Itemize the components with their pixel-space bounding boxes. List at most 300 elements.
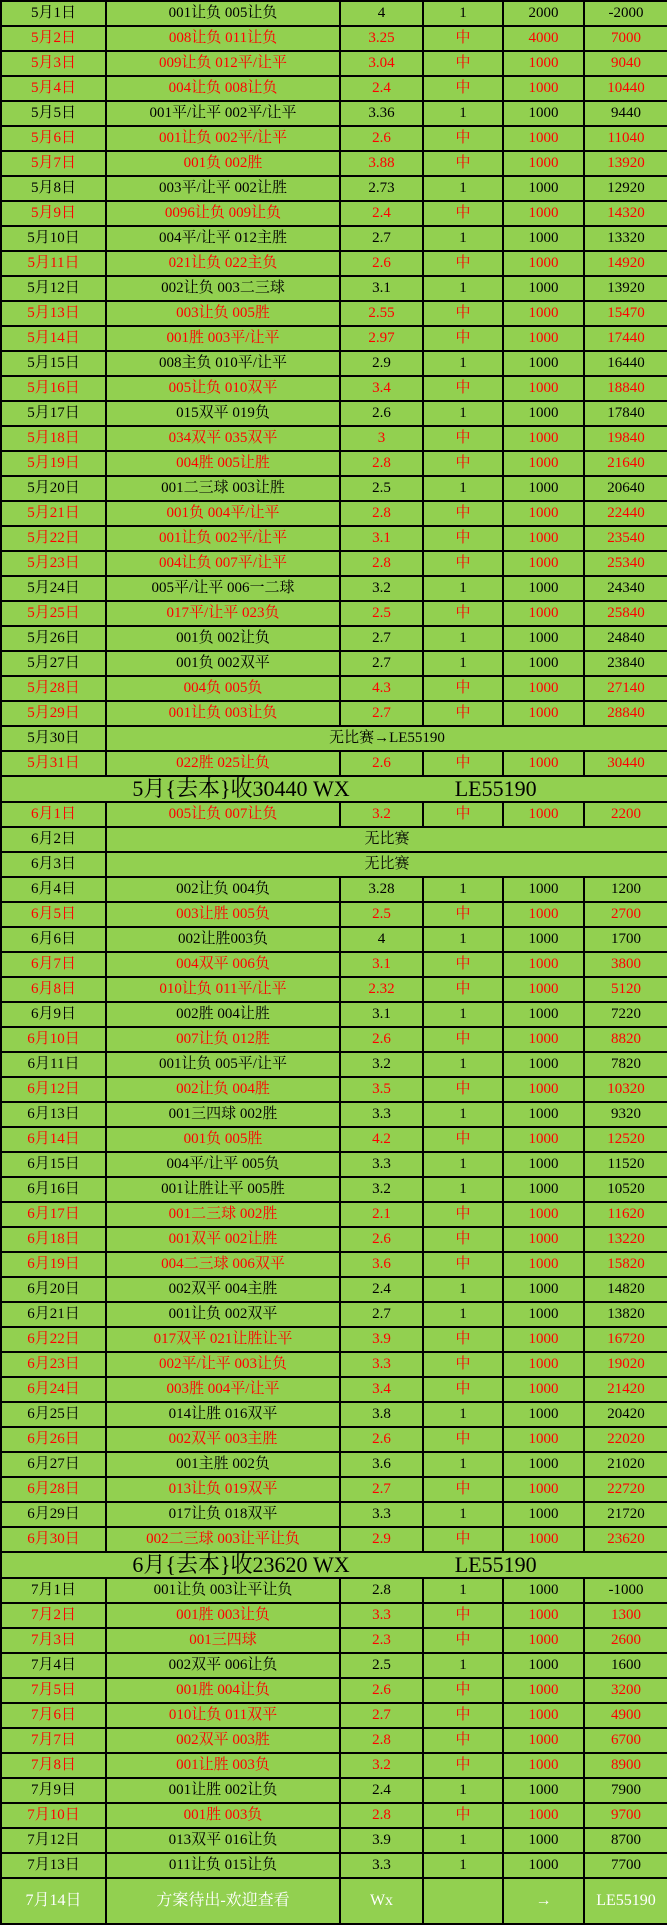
stake-cell: 1000	[503, 1302, 584, 1327]
table-row	[1, 1177, 667, 1202]
table-row	[1, 301, 667, 326]
table-row	[1, 1252, 667, 1277]
stake-cell: 1000	[503, 1102, 584, 1127]
odds-cell: 3.1	[340, 276, 423, 301]
date-cell: 5月23日	[1, 551, 106, 576]
table-row	[1, 326, 667, 351]
stake-cell: 1000	[503, 176, 584, 201]
profit-cell: 24840	[584, 626, 667, 651]
picks-cell: 003让胜 005负	[106, 902, 340, 927]
profit-cell: 16720	[584, 1327, 667, 1352]
odds-cell: 2.7	[340, 651, 423, 676]
table-row	[1, 651, 667, 676]
picks-cell: 001主胜 002负	[106, 1452, 340, 1477]
stake-cell: 1000	[503, 952, 584, 977]
date-cell: 5月31日	[1, 751, 106, 776]
result-cell: 中	[423, 676, 503, 701]
profit-cell: 9700	[584, 1803, 667, 1828]
odds-cell: 4	[340, 927, 423, 952]
picks-cell: 015双平 019负	[106, 401, 340, 426]
picks-cell: 004让负 008让负	[106, 76, 340, 101]
result-cell: 中	[423, 1753, 503, 1778]
odds-cell: 3.1	[340, 526, 423, 551]
profit-cell: 11040	[584, 126, 667, 151]
result-cell: 1	[423, 626, 503, 651]
picks-cell: 002让负 004胜	[106, 1077, 340, 1102]
stake-cell: 1000	[503, 1628, 584, 1653]
result-cell: 1	[423, 401, 503, 426]
picks-cell: 001让负 005让负	[106, 1, 340, 26]
table-row	[1, 977, 667, 1002]
result-cell: 1	[423, 1277, 503, 1302]
date-cell: 5月14日	[1, 326, 106, 351]
odds-cell: 4	[340, 1, 423, 26]
picks-cell: 001让负 003让负	[106, 701, 340, 726]
odds-cell: 3.2	[340, 576, 423, 601]
stake-cell: 1000	[503, 1653, 584, 1678]
date-cell: 6月9日	[1, 1002, 106, 1027]
picks-cell: 010让负 011双平	[106, 1703, 340, 1728]
stake-cell: 1000	[503, 1002, 584, 1027]
odds-cell: 3.3	[340, 1102, 423, 1127]
stake-cell: 1000	[503, 751, 584, 776]
result-cell: 中	[423, 1678, 503, 1703]
picks-cell: 004平/让平 005负	[106, 1152, 340, 1177]
odds-cell: 3.5	[340, 1077, 423, 1102]
odds-cell: 2.4	[340, 1277, 423, 1302]
profit-cell: 8820	[584, 1027, 667, 1052]
odds-cell: 2.32	[340, 977, 423, 1002]
result-cell: 1	[423, 1502, 503, 1527]
date-cell: 6月22日	[1, 1327, 106, 1352]
profit-cell: 13920	[584, 276, 667, 301]
profit-cell: 13920	[584, 151, 667, 176]
profit-cell: 13320	[584, 226, 667, 251]
date-cell: 7月14日	[1, 1878, 106, 1924]
stake-cell: 1000	[503, 701, 584, 726]
profit-cell: 21420	[584, 1377, 667, 1402]
table-row	[1, 1327, 667, 1352]
stake-cell: 1000	[503, 351, 584, 376]
stake-cell: 1000	[503, 1077, 584, 1102]
picks-cell: 004二三球 006双平	[106, 1252, 340, 1277]
odds-cell: 3.1	[340, 1002, 423, 1027]
date-cell: 6月5日	[1, 902, 106, 927]
profit-cell: 17440	[584, 326, 667, 351]
table-row	[1, 1227, 667, 1252]
odds-cell: 4.3	[340, 676, 423, 701]
picks-cell: 001负 002让负	[106, 626, 340, 651]
date-cell: 6月8日	[1, 977, 106, 1002]
picks-cell: 002双平 006让负	[106, 1653, 340, 1678]
table-row	[1, 426, 667, 451]
betting-table-body	[1, 1, 667, 1924]
odds-cell: 4.2	[340, 1127, 423, 1152]
profit-cell: -2000	[584, 1, 667, 26]
result-cell: 中	[423, 1377, 503, 1402]
table-row	[1, 1002, 667, 1027]
odds-cell: 3.2	[340, 1177, 423, 1202]
odds-cell: 2.6	[340, 1227, 423, 1252]
result-cell: 中	[423, 1352, 503, 1377]
picks-cell: 001平/让平 002平/让平	[106, 101, 340, 126]
odds-cell: 2.7	[340, 226, 423, 251]
stake-cell: 1000	[503, 1427, 584, 1452]
odds-cell: 2.5	[340, 476, 423, 501]
picks-cell: 010让负 011平/让平	[106, 977, 340, 1002]
profit-cell: 2600	[584, 1628, 667, 1653]
date-cell: 5月21日	[1, 501, 106, 526]
odds-cell: 2.9	[340, 1527, 423, 1552]
stake-cell: 1000	[503, 927, 584, 952]
profit-cell: 14820	[584, 1277, 667, 1302]
table-row	[1, 1102, 667, 1127]
result-cell: 中	[423, 526, 503, 551]
table-row	[1, 376, 667, 401]
picks-cell: 017让负 018双平	[106, 1502, 340, 1527]
profit-cell: 9320	[584, 1102, 667, 1127]
result-cell: 1	[423, 1853, 503, 1878]
profit-cell: 2700	[584, 902, 667, 927]
table-row	[1, 1402, 667, 1427]
date-cell: 5月26日	[1, 626, 106, 651]
date-cell: 5月6日	[1, 126, 106, 151]
result-cell: 中	[423, 1803, 503, 1828]
result-cell: 中	[423, 376, 503, 401]
date-cell: 5月18日	[1, 426, 106, 451]
table-row	[1, 1628, 667, 1653]
profit-cell: 12520	[584, 1127, 667, 1152]
picks-cell: 001双平 002让胜	[106, 1227, 340, 1252]
result-cell: 1	[423, 1402, 503, 1427]
result-cell: 中	[423, 1427, 503, 1452]
stake-cell: 1000	[503, 276, 584, 301]
stake-cell: 1000	[503, 51, 584, 76]
month-summary-row	[1, 776, 667, 802]
date-cell: 6月27日	[1, 1452, 106, 1477]
table-row	[1, 1853, 667, 1878]
profit-cell: 27140	[584, 676, 667, 701]
profit-cell: 1700	[584, 927, 667, 952]
stake-cell: 1000	[503, 1277, 584, 1302]
profit-cell: 7700	[584, 1853, 667, 1878]
date-cell: 6月4日	[1, 877, 106, 902]
odds-cell: 3.2	[340, 1052, 423, 1077]
stake-cell: 1000	[503, 1027, 584, 1052]
profit-cell: 10320	[584, 1077, 667, 1102]
stake-cell: 1000	[503, 1728, 584, 1753]
odds-cell: 3.9	[340, 1828, 423, 1853]
result-cell: 中	[423, 751, 503, 776]
table-row	[1, 1678, 667, 1703]
result-cell	[423, 1878, 503, 1924]
date-cell: 5月15日	[1, 351, 106, 376]
picks-cell: 034双平 035双平	[106, 426, 340, 451]
odds-cell: 2.8	[340, 1578, 423, 1603]
stake-cell: 1000	[503, 1703, 584, 1728]
picks-cell: 017双平 021让胜让平	[106, 1327, 340, 1352]
stake-cell: 1000	[503, 1127, 584, 1152]
table-row	[1, 1427, 667, 1452]
table-row	[1, 1703, 667, 1728]
picks-cell: 001负 004平/让平	[106, 501, 340, 526]
picks-cell: 022胜 025让负	[106, 751, 340, 776]
month-summary-cell	[1, 776, 667, 802]
date-cell: 6月26日	[1, 1427, 106, 1452]
result-cell: 中	[423, 601, 503, 626]
stake-cell: 1000	[503, 626, 584, 651]
odds-cell: 3.4	[340, 1377, 423, 1402]
result-cell: 1	[423, 1102, 503, 1127]
table-row	[1, 952, 667, 977]
table-row	[1, 201, 667, 226]
table-row	[1, 877, 667, 902]
date-cell: 6月19日	[1, 1252, 106, 1277]
result-cell: 中	[423, 551, 503, 576]
date-cell: 6月24日	[1, 1377, 106, 1402]
stake-cell: 1000	[503, 1202, 584, 1227]
date-cell: 5月12日	[1, 276, 106, 301]
table-row	[1, 151, 667, 176]
result-cell: 1	[423, 927, 503, 952]
date-cell: 7月2日	[1, 1603, 106, 1628]
stake-cell: 1000	[503, 1502, 584, 1527]
profit-cell: 14920	[584, 251, 667, 276]
result-cell: 1	[423, 1828, 503, 1853]
table-row	[1, 1302, 667, 1327]
result-cell: 1	[423, 1452, 503, 1477]
picks-cell: 014让胜 016双平	[106, 1402, 340, 1427]
table-row	[1, 676, 667, 701]
stake-cell: 1000	[503, 1452, 584, 1477]
table-row	[1, 1753, 667, 1778]
picks-cell: 008主负 010平/让平	[106, 351, 340, 376]
odds-cell: 2.7	[340, 1703, 423, 1728]
date-cell: 7月10日	[1, 1803, 106, 1828]
result-cell: 中	[423, 1703, 503, 1728]
month-summary-text: 5月{去本}收30440 WX	[132, 776, 350, 801]
result-cell: 中	[423, 802, 503, 827]
stake-cell: 4000	[503, 26, 584, 51]
odds-cell: 2.4	[340, 201, 423, 226]
odds-cell: 2.73	[340, 176, 423, 201]
picks-cell: 001让负 002双平	[106, 1302, 340, 1327]
table-row	[1, 626, 667, 651]
table-row	[1, 1527, 667, 1552]
date-cell: 5月10日	[1, 226, 106, 251]
stake-cell: 1000	[503, 1753, 584, 1778]
stake-cell: 1000	[503, 576, 584, 601]
date-cell: 5月19日	[1, 451, 106, 476]
table-row	[1, 101, 667, 126]
picks-cell: 004胜 005让胜	[106, 451, 340, 476]
odds-cell: 3.3	[340, 1603, 423, 1628]
profit-cell: 23840	[584, 651, 667, 676]
odds-cell: 2.6	[340, 401, 423, 426]
odds-cell: 2.6	[340, 126, 423, 151]
stake-cell: 1000	[503, 1603, 584, 1628]
profit-cell: 5120	[584, 977, 667, 1002]
date-cell: 7月8日	[1, 1753, 106, 1778]
date-cell: 7月4日	[1, 1653, 106, 1678]
odds-cell: 3.1	[340, 952, 423, 977]
result-cell: 中	[423, 1252, 503, 1277]
picks-cell: 005让负 010双平	[106, 376, 340, 401]
picks-cell: 001让负 005平/让平	[106, 1052, 340, 1077]
stake-cell: 1000	[503, 1477, 584, 1502]
table-row	[1, 1, 667, 26]
stake-cell: 1000	[503, 1853, 584, 1878]
odds-cell: 3.3	[340, 1853, 423, 1878]
profit-cell: 20420	[584, 1402, 667, 1427]
odds-cell: 3.25	[340, 26, 423, 51]
table-row	[1, 276, 667, 301]
stake-cell: 1000	[503, 1678, 584, 1703]
stake-cell: 1000	[503, 1377, 584, 1402]
month-summary-contact: LE55190	[454, 776, 537, 801]
odds-cell: 2.5	[340, 902, 423, 927]
stake-cell: 1000	[503, 1252, 584, 1277]
table-row	[1, 526, 667, 551]
table-row	[1, 126, 667, 151]
profit-cell: 15470	[584, 301, 667, 326]
date-cell: 6月2日	[1, 827, 106, 852]
result-cell: 中	[423, 26, 503, 51]
odds-cell: 2.4	[340, 1778, 423, 1803]
profit-cell: 8700	[584, 1828, 667, 1853]
date-cell: 5月1日	[1, 1, 106, 26]
month-summary-contact: LE55190	[454, 1552, 537, 1577]
date-cell: 6月11日	[1, 1052, 106, 1077]
picks-cell: 007让负 012胜	[106, 1027, 340, 1052]
odds-cell: 2.55	[340, 301, 423, 326]
profit-cell: 30440	[584, 751, 667, 776]
result-cell: 中	[423, 977, 503, 1002]
odds-cell: 3.2	[340, 802, 423, 827]
profit-cell: 24340	[584, 576, 667, 601]
stake-cell: 1000	[503, 676, 584, 701]
picks-cell: 001让负 002平/让平	[106, 526, 340, 551]
stake-cell: 1000	[503, 1527, 584, 1552]
date-cell: 6月13日	[1, 1102, 106, 1127]
result-cell: 中	[423, 501, 503, 526]
month-summary-inner	[2, 1554, 667, 1576]
stake-cell: 1000	[503, 1152, 584, 1177]
picks-cell: 001让负 003让平让负	[106, 1578, 340, 1603]
table-row	[1, 1452, 667, 1477]
profit-cell: 11620	[584, 1202, 667, 1227]
odds-cell: 3.04	[340, 51, 423, 76]
stake-cell: 1000	[503, 601, 584, 626]
profit-cell: 8900	[584, 1753, 667, 1778]
stake-cell: 1000	[503, 326, 584, 351]
odds-cell: 3.6	[340, 1252, 423, 1277]
result-cell: 中	[423, 1477, 503, 1502]
picks-cell: 001二三球 002胜	[106, 1202, 340, 1227]
table-row	[1, 1152, 667, 1177]
date-cell: 5月5日	[1, 101, 106, 126]
no-match-cell: 无比赛	[106, 827, 667, 852]
odds-cell: 2.6	[340, 1678, 423, 1703]
no-match-row	[1, 852, 667, 877]
profit-cell: 12920	[584, 176, 667, 201]
profit-cell: 1600	[584, 1653, 667, 1678]
odds-cell: 3.2	[340, 1753, 423, 1778]
profit-cell: 7000	[584, 26, 667, 51]
table-row	[1, 1027, 667, 1052]
date-cell: 6月3日	[1, 852, 106, 877]
odds-cell: 2.7	[340, 1302, 423, 1327]
result-cell: 中	[423, 151, 503, 176]
picks-cell: 003胜 004平/让平	[106, 1377, 340, 1402]
odds-cell: 2.8	[340, 1803, 423, 1828]
date-cell: 7月13日	[1, 1853, 106, 1878]
no-match-cell: 无比赛	[106, 852, 667, 877]
profit-cell: 19840	[584, 426, 667, 451]
picks-cell: 001让胜 002让负	[106, 1778, 340, 1803]
profit-cell: 7900	[584, 1778, 667, 1803]
picks-cell: 001胜 003平/让平	[106, 326, 340, 351]
table-row	[1, 802, 667, 827]
result-cell: 1	[423, 476, 503, 501]
picks-cell: 003让负 005胜	[106, 301, 340, 326]
profit-cell: 1200	[584, 877, 667, 902]
stake-cell: 1000	[503, 1578, 584, 1603]
picks-cell: 001三四球 002胜	[106, 1102, 340, 1127]
date-cell: 7月1日	[1, 1578, 106, 1603]
odds-cell: 2.5	[340, 601, 423, 626]
date-cell: 6月18日	[1, 1227, 106, 1252]
picks-cell: 0096让负 009让负	[106, 201, 340, 226]
result-cell: 中	[423, 426, 503, 451]
month-summary-row	[1, 1552, 667, 1578]
profit-cell: 14320	[584, 201, 667, 226]
stake-cell: 1000	[503, 1828, 584, 1853]
month-summary-cell	[1, 1552, 667, 1578]
profit-cell: 10440	[584, 76, 667, 101]
odds-cell: 2.8	[340, 551, 423, 576]
result-cell: 中	[423, 301, 503, 326]
picks-cell: 017平/让平 023负	[106, 601, 340, 626]
table-row	[1, 51, 667, 76]
result-cell: 中	[423, 902, 503, 927]
picks-cell: 002双平 004主胜	[106, 1277, 340, 1302]
table-row	[1, 1052, 667, 1077]
stake-cell: 1000	[503, 902, 584, 927]
date-cell: 6月10日	[1, 1027, 106, 1052]
picks-cell: 002二三球 003让平让负	[106, 1527, 340, 1552]
date-cell: 6月17日	[1, 1202, 106, 1227]
stake-cell: 1000	[503, 401, 584, 426]
picks-cell: 001胜 004让负	[106, 1678, 340, 1703]
date-cell: 7月9日	[1, 1778, 106, 1803]
table-row	[1, 1277, 667, 1302]
odds-cell: 3.9	[340, 1327, 423, 1352]
result-cell: 1	[423, 576, 503, 601]
picks-cell: 001三四球	[106, 1628, 340, 1653]
date-cell: 7月12日	[1, 1828, 106, 1853]
picks-cell: 009让负 012平/让平	[106, 51, 340, 76]
no-match-row	[1, 726, 667, 751]
result-cell: 1	[423, 101, 503, 126]
stake-cell: 1000	[503, 802, 584, 827]
table-row	[1, 576, 667, 601]
date-cell: 6月20日	[1, 1277, 106, 1302]
result-cell: 中	[423, 1077, 503, 1102]
odds-cell: 2.8	[340, 451, 423, 476]
table-row	[1, 1778, 667, 1803]
odds-cell: 3.3	[340, 1152, 423, 1177]
